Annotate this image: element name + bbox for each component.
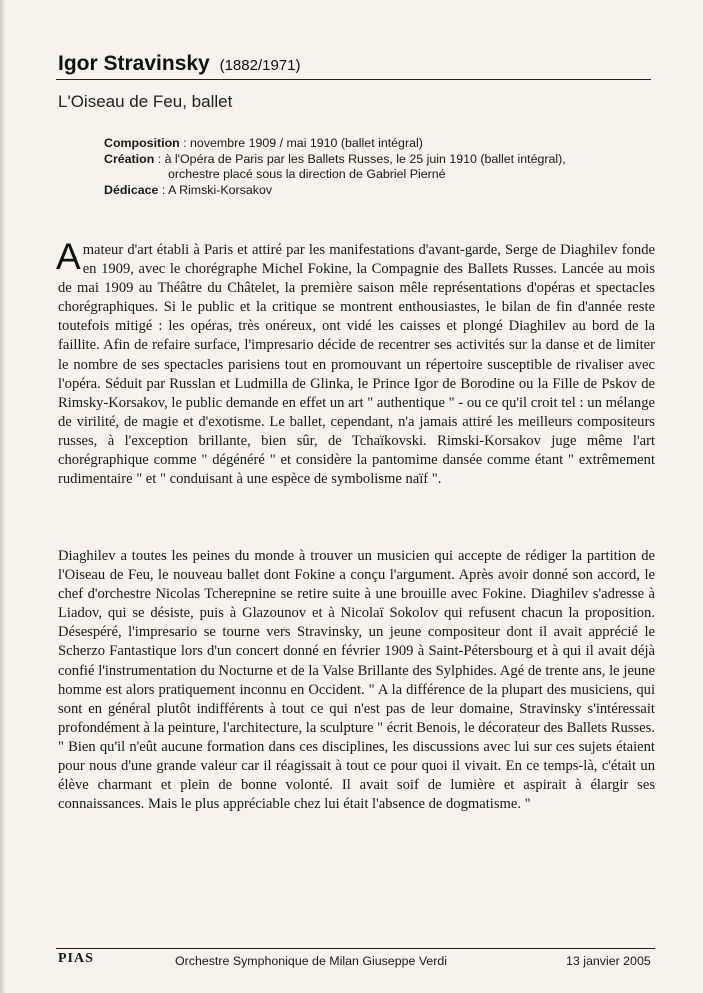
body-paragraph-1 (56, 236, 655, 489)
footer-divider (56, 948, 655, 949)
footer-date: 13 janvier 2005 (566, 954, 651, 968)
work-title: L'Oiseau de Feu, ballet (58, 92, 233, 111)
dedicace-value: : A Rimski-Korsakov (158, 182, 273, 197)
creation-value: : à l'Opéra de Paris par les Ballets Russes, le 25 juin 1910 (ballet intégral), (154, 151, 566, 166)
creation-label: Création (104, 151, 155, 166)
work-info-block (104, 136, 664, 198)
creation-continuation: orchestre placé sous la direction de Gabriel Pierné (168, 167, 446, 181)
dedicace-row (104, 183, 664, 199)
composition-label: Composition (104, 136, 180, 150)
drop-cap: A (56, 236, 81, 277)
composer-title (58, 52, 300, 76)
dedicace-label: Dédicace (104, 182, 159, 197)
composition-value: : novembre 1909 / mai 1910 (ballet intégral) (179, 136, 423, 150)
creation-row (104, 152, 664, 168)
composer-name: Igor Stravinsky (58, 52, 210, 75)
composer-dates: (1882/1971) (219, 57, 301, 74)
title-divider (56, 79, 651, 80)
body-paragraph-2: Diaghilev a toutes les peines du monde à trouver un musicien qui accepte de rédiger la partition de l'Oiseau de Feu, le nouveau ballet dont Fokine a conçu l'argument. Après avoir donné son accord, le chef d'orchestre Nicolas Tcherepnine se retire suite à une brouille avec Fokine. Diaghilev s'adresse à Liadov, qui se désiste, puis à Glazounov et à Nicolaï Sokolov qui refusent chacun la proposition. Désespéré, l'impresario se tourne vers Stravinsky, un jeune compositeur dont il avait apprécié le Scherzo Fantastique lors d'un concert donné en février 1909 à Saint-Pétersbourg et à qui il avait déjà confié l'instrumentation du Nocturne et de la Valse Brillante des Sylphides. Agé de trente ans, le jeune homme est alors pratiquement inconnu en Occident. " A la différence de la plupart des musiciens, qui sont en général plutôt indifférents à tout ce qui n'est pas de leur domaine, Stravinsky s'intéressait profondément à la peinture, l'architecture, la sculpture " écrit Benois, le décorateur des Ballets Russes. " Bien qu'il n'eût aucune formation dans ces disciplines, les discussions avec lui sur ces sujets étaient pour nous d'une grande valeur car il réagissait à tout ce pour quoi il vivait. En ce temps-là, c'était un élève charmant et plein de bonne volonté. Il avait soif de lumière et aspirait à élargir ses connaissances. Mais le plus appréciable chez lui était l'absence de dogmatisme. " (58, 548, 655, 813)
footer-orchestra: Orchestre Symphonique de Milan Giuseppe Verdi (175, 954, 448, 968)
paragraph-1-text: mateur d'art établi à Paris et attiré par les manifestations d'avant-garde, Serge de Diaghilev fonde en 1909, avec le chorégraphe Michel Fokine, la Compagnie des Ballets Russes. Lancée au mois de mai 1909 au Théâtre du Châtelet, la première saison mêle représentations d'opéras et spectacles chorégraphiques. Si le public et la critique se montrent enthousiastes, le bilan de fin d'année reste toutefois mitigé : les opéras, très onéreux, ont vidé les caisses et plongé Diaghilev au bord de la faillite. Afin de refaire surface, l'impresario décide de recentrer ses activités sur la danse et de limiter le nombre de ses spectacles parisiens tout en promouvant un répertoire susceptible de rivaliser avec l'opéra. Séduit par Russlan et Ludmilla de Glinka, le Prince Igor de Borodine ou la Fille de Pskov de Rimsky-Korsakov, le public demande en effet un art " authentique " - ou ce qu'il croit tel : un mélange de virilité, de magie et d'exotisme. Le ballet, cependant, n'a jamais attiré les meilleurs compositeurs russes, à l'exception brillante, bien sûr, de Tchaïkovski. Rimski-Korsakov juge même l'art chorégraphique comme " dégénéré " et considère la pantomime dansée comme étant " extrêmement rudimentaire " et " conduisant à une espèce de symbolisme naïf ". (58, 242, 655, 488)
page-edge (0, 0, 6, 993)
publisher-logo: PIAS (58, 951, 94, 966)
composition-row (104, 136, 664, 152)
